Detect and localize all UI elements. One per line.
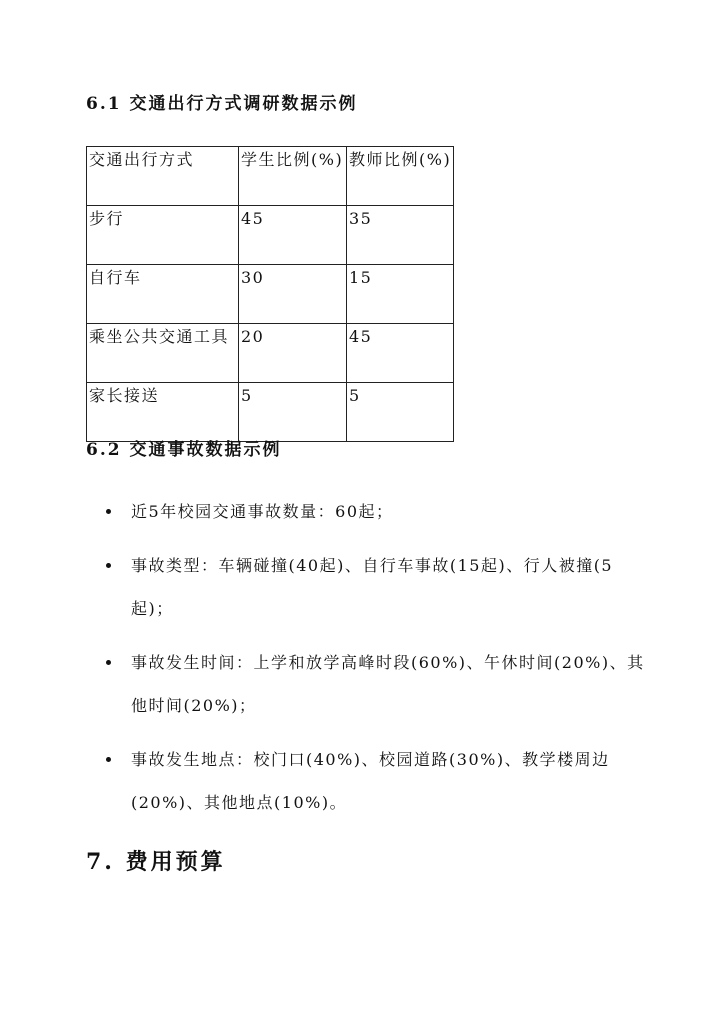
table-header-cell: 学生比例(%) — [239, 147, 347, 206]
travel-survey-table — [86, 146, 454, 442]
list-item — [86, 490, 646, 533]
table-row — [87, 324, 454, 383]
table-header-row — [87, 147, 454, 206]
section-heading-6-2: 6.2 交通事故数据示例 — [86, 440, 282, 460]
list-item-text: 近5年校园交通事故数量：60起； — [131, 502, 394, 521]
table-cell: 自行车 — [87, 265, 239, 324]
section-heading-7: 7. 费用预算 — [86, 849, 226, 875]
table-row — [87, 206, 454, 265]
table-cell: 步行 — [87, 206, 239, 265]
table-cell: 35 — [347, 206, 454, 265]
list-item — [86, 544, 646, 630]
table-cell: 30 — [239, 265, 347, 324]
table-row — [87, 383, 454, 442]
table-cell: 45 — [347, 324, 454, 383]
table-cell: 家长接送 — [87, 383, 239, 442]
list-item — [86, 738, 646, 824]
bullet-icon — [106, 563, 111, 568]
list-item — [86, 641, 646, 727]
table-cell: 乘坐公共交通工具 — [87, 324, 239, 383]
bullet-icon — [106, 509, 111, 514]
list-item-text: 事故发生时间：上学和放学高峰时段(60%)、午休时间(20%)、其他时间(20%)； — [131, 653, 645, 715]
accident-data-list — [86, 490, 646, 835]
table-cell: 20 — [239, 324, 347, 383]
section-heading-6-1: 6.1 交通出行方式调研数据示例 — [86, 94, 358, 114]
table-cell: 5 — [239, 383, 347, 442]
bullet-icon — [106, 660, 111, 665]
list-item-text: 事故类型：车辆碰撞(40起)、自行车事故(15起)、行人被撞(5起)； — [131, 556, 614, 618]
table-row — [87, 265, 454, 324]
bullet-icon — [106, 757, 111, 762]
list-item-text: 事故发生地点：校门口(40%)、校园道路(30%)、教学楼周边(20%)、其他地点(10%)。 — [131, 750, 610, 812]
table-cell: 5 — [347, 383, 454, 442]
table-cell: 45 — [239, 206, 347, 265]
table-header-cell: 教师比例(%) — [347, 147, 454, 206]
table-header-cell: 交通出行方式 — [87, 147, 239, 206]
table-cell: 15 — [347, 265, 454, 324]
